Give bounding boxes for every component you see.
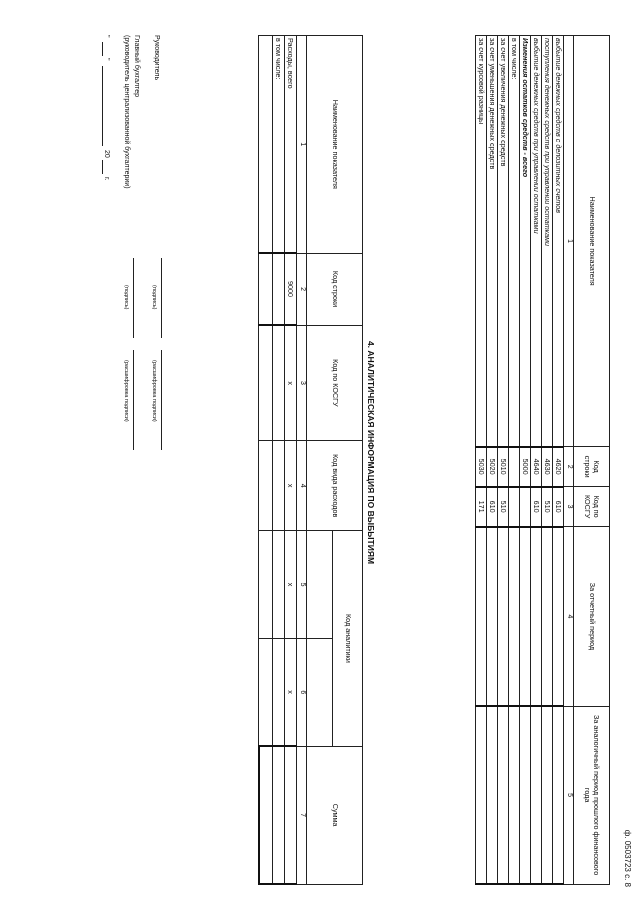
- date-quote-open: ": [103, 35, 110, 38]
- decode-hint: (расшифровка подписи): [123, 360, 129, 422]
- row-code: 5000: [520, 447, 531, 487]
- col-number: 4: [297, 441, 307, 531]
- value-cell: [542, 527, 553, 707]
- sign-hint: (подпись): [123, 285, 129, 310]
- value-cell: [259, 746, 273, 884]
- year-line: [102, 160, 103, 174]
- table-row: [553, 36, 564, 885]
- value-cell: [553, 706, 564, 884]
- accountant-note: (руководитель централизованной бухгалтерии): [123, 35, 130, 189]
- col-header-current: За отчетный период: [574, 527, 610, 707]
- empty-cell: [273, 325, 285, 441]
- empty-cell: [259, 325, 273, 441]
- row-name: Расходы, всего: [285, 36, 297, 254]
- row-kosgu: 610: [553, 487, 564, 527]
- col-header-kosgu: Код по КОСГУ: [307, 325, 363, 441]
- row-kosgu: 610: [531, 487, 542, 527]
- value-cell: [542, 706, 553, 884]
- col-header-name: Наименование показателя: [307, 36, 363, 254]
- table-row: [487, 36, 498, 885]
- row-code: 4640: [531, 447, 542, 487]
- col-number: 1: [297, 36, 307, 254]
- empty-cell: [273, 531, 285, 639]
- row-kosgu: x: [285, 325, 297, 441]
- col-number: 3: [564, 487, 574, 527]
- table-row: [531, 36, 542, 885]
- decode-hint: (расшифровка подписи): [151, 360, 157, 422]
- col-header-previous: За аналогичный период прошлого финансового года: [574, 706, 610, 884]
- row-name: за счет увеличения денежных средств: [498, 36, 509, 447]
- col-number: 2: [564, 447, 574, 487]
- decode-line: [133, 350, 134, 450]
- value-cell: [531, 706, 542, 884]
- row-name: в том числе:: [273, 36, 285, 254]
- value-cell: [487, 706, 498, 884]
- empty-cell: [259, 638, 273, 746]
- col-header-name: Наименование показателя: [574, 36, 610, 447]
- row-name: поступления денежных средств при управлении остатками: [542, 36, 553, 447]
- col-number: 5: [564, 706, 574, 884]
- empty-cell: [259, 253, 273, 325]
- value-cell: [531, 527, 542, 707]
- value-cell: [285, 746, 297, 884]
- col-header-sum: Сумма: [307, 746, 363, 884]
- month-line: [102, 66, 103, 146]
- signature-line: [161, 258, 162, 338]
- value-cell: [476, 527, 487, 707]
- value-cell: [509, 706, 520, 884]
- col-number: 7: [297, 746, 307, 884]
- form-code: ф. 0503723 с. 8: [623, 829, 632, 887]
- row-kosgu: [509, 487, 520, 527]
- col-header-analytics-sub: [307, 531, 333, 639]
- row-name: в том числе:: [509, 36, 520, 447]
- day-line: [102, 42, 103, 56]
- section-title: 4. АНАЛИТИЧЕСКАЯ ИНФОРМАЦИЯ ПО ВЫБЫТИЯМ: [366, 340, 376, 565]
- row-code: [273, 253, 285, 325]
- row-kosgu: 171: [476, 487, 487, 527]
- empty-cell: [259, 441, 273, 531]
- row-name: Изменения остатков средств - всего: [520, 36, 531, 447]
- table-row: [476, 36, 487, 885]
- signature-line: [133, 258, 134, 338]
- table-row: [509, 36, 520, 885]
- head-label: Руководитель: [153, 35, 160, 81]
- row-code: 4630: [542, 447, 553, 487]
- value-cell: [509, 527, 520, 707]
- table-row: [520, 36, 531, 885]
- empty-cell: [259, 531, 273, 639]
- row-name: за счет уменьшения денежных средств: [487, 36, 498, 447]
- table-row: [498, 36, 509, 885]
- value-cell: [520, 706, 531, 884]
- row-analytics: x: [285, 638, 297, 746]
- col-number: 2: [297, 253, 307, 325]
- date-quote-close: ": [103, 58, 110, 61]
- sign-hint: (подпись): [151, 285, 157, 310]
- row-kosgu: 510: [542, 487, 553, 527]
- decode-line: [161, 350, 162, 450]
- cash-flow-table: [476, 35, 611, 885]
- accountant-label: Главный бухгалтер: [133, 35, 140, 97]
- value-cell: [498, 706, 509, 884]
- value-cell: [520, 527, 531, 707]
- col-header-analytics-sub: [307, 638, 333, 746]
- date-suffix: г.: [103, 177, 110, 181]
- col-number: 1: [564, 36, 574, 447]
- row-name: выбытие денежных средств с депозитных счетов: [553, 36, 564, 447]
- value-cell: [498, 527, 509, 707]
- col-number: 4: [564, 527, 574, 707]
- col-header-analytics: Код аналитики: [333, 531, 363, 747]
- row-kosgu: 610: [487, 487, 498, 527]
- row-analytics: x: [285, 531, 297, 639]
- analytics-table: [258, 35, 363, 885]
- row-code: 5010: [498, 447, 509, 487]
- row-code: 4620: [553, 447, 564, 487]
- row-name: выбытие денежных средств при управлении остатками: [531, 36, 542, 447]
- row-code: [509, 447, 520, 487]
- empty-cell: [273, 441, 285, 531]
- value-cell: [273, 746, 285, 884]
- col-number: 5: [297, 531, 307, 639]
- value-cell: [487, 527, 498, 707]
- row-kvr: x: [285, 441, 297, 531]
- value-cell: [476, 706, 487, 884]
- row-code: 9000: [285, 253, 297, 325]
- value-cell: [553, 527, 564, 707]
- date-year-prefix: 20: [103, 150, 110, 158]
- table-row: [285, 36, 297, 885]
- col-number: 6: [297, 638, 307, 746]
- row-kosgu: [520, 487, 531, 527]
- row-code: 5030: [476, 447, 487, 487]
- row-kosgu: 510: [498, 487, 509, 527]
- table-row: [259, 36, 273, 885]
- row-code: 5020: [487, 447, 498, 487]
- empty-cell: [259, 36, 273, 254]
- col-header-kosgu: Код по КОСГУ: [574, 487, 610, 527]
- table-row: [542, 36, 553, 885]
- col-header-kvr: Код вида расходов: [307, 441, 363, 531]
- table-row: [273, 36, 285, 885]
- row-name: за счет курсовой разницы: [476, 36, 487, 447]
- col-header-code: Код строки: [574, 447, 610, 487]
- empty-cell: [273, 638, 285, 746]
- col-number: 3: [297, 325, 307, 441]
- col-header-code: Код строки: [307, 253, 363, 325]
